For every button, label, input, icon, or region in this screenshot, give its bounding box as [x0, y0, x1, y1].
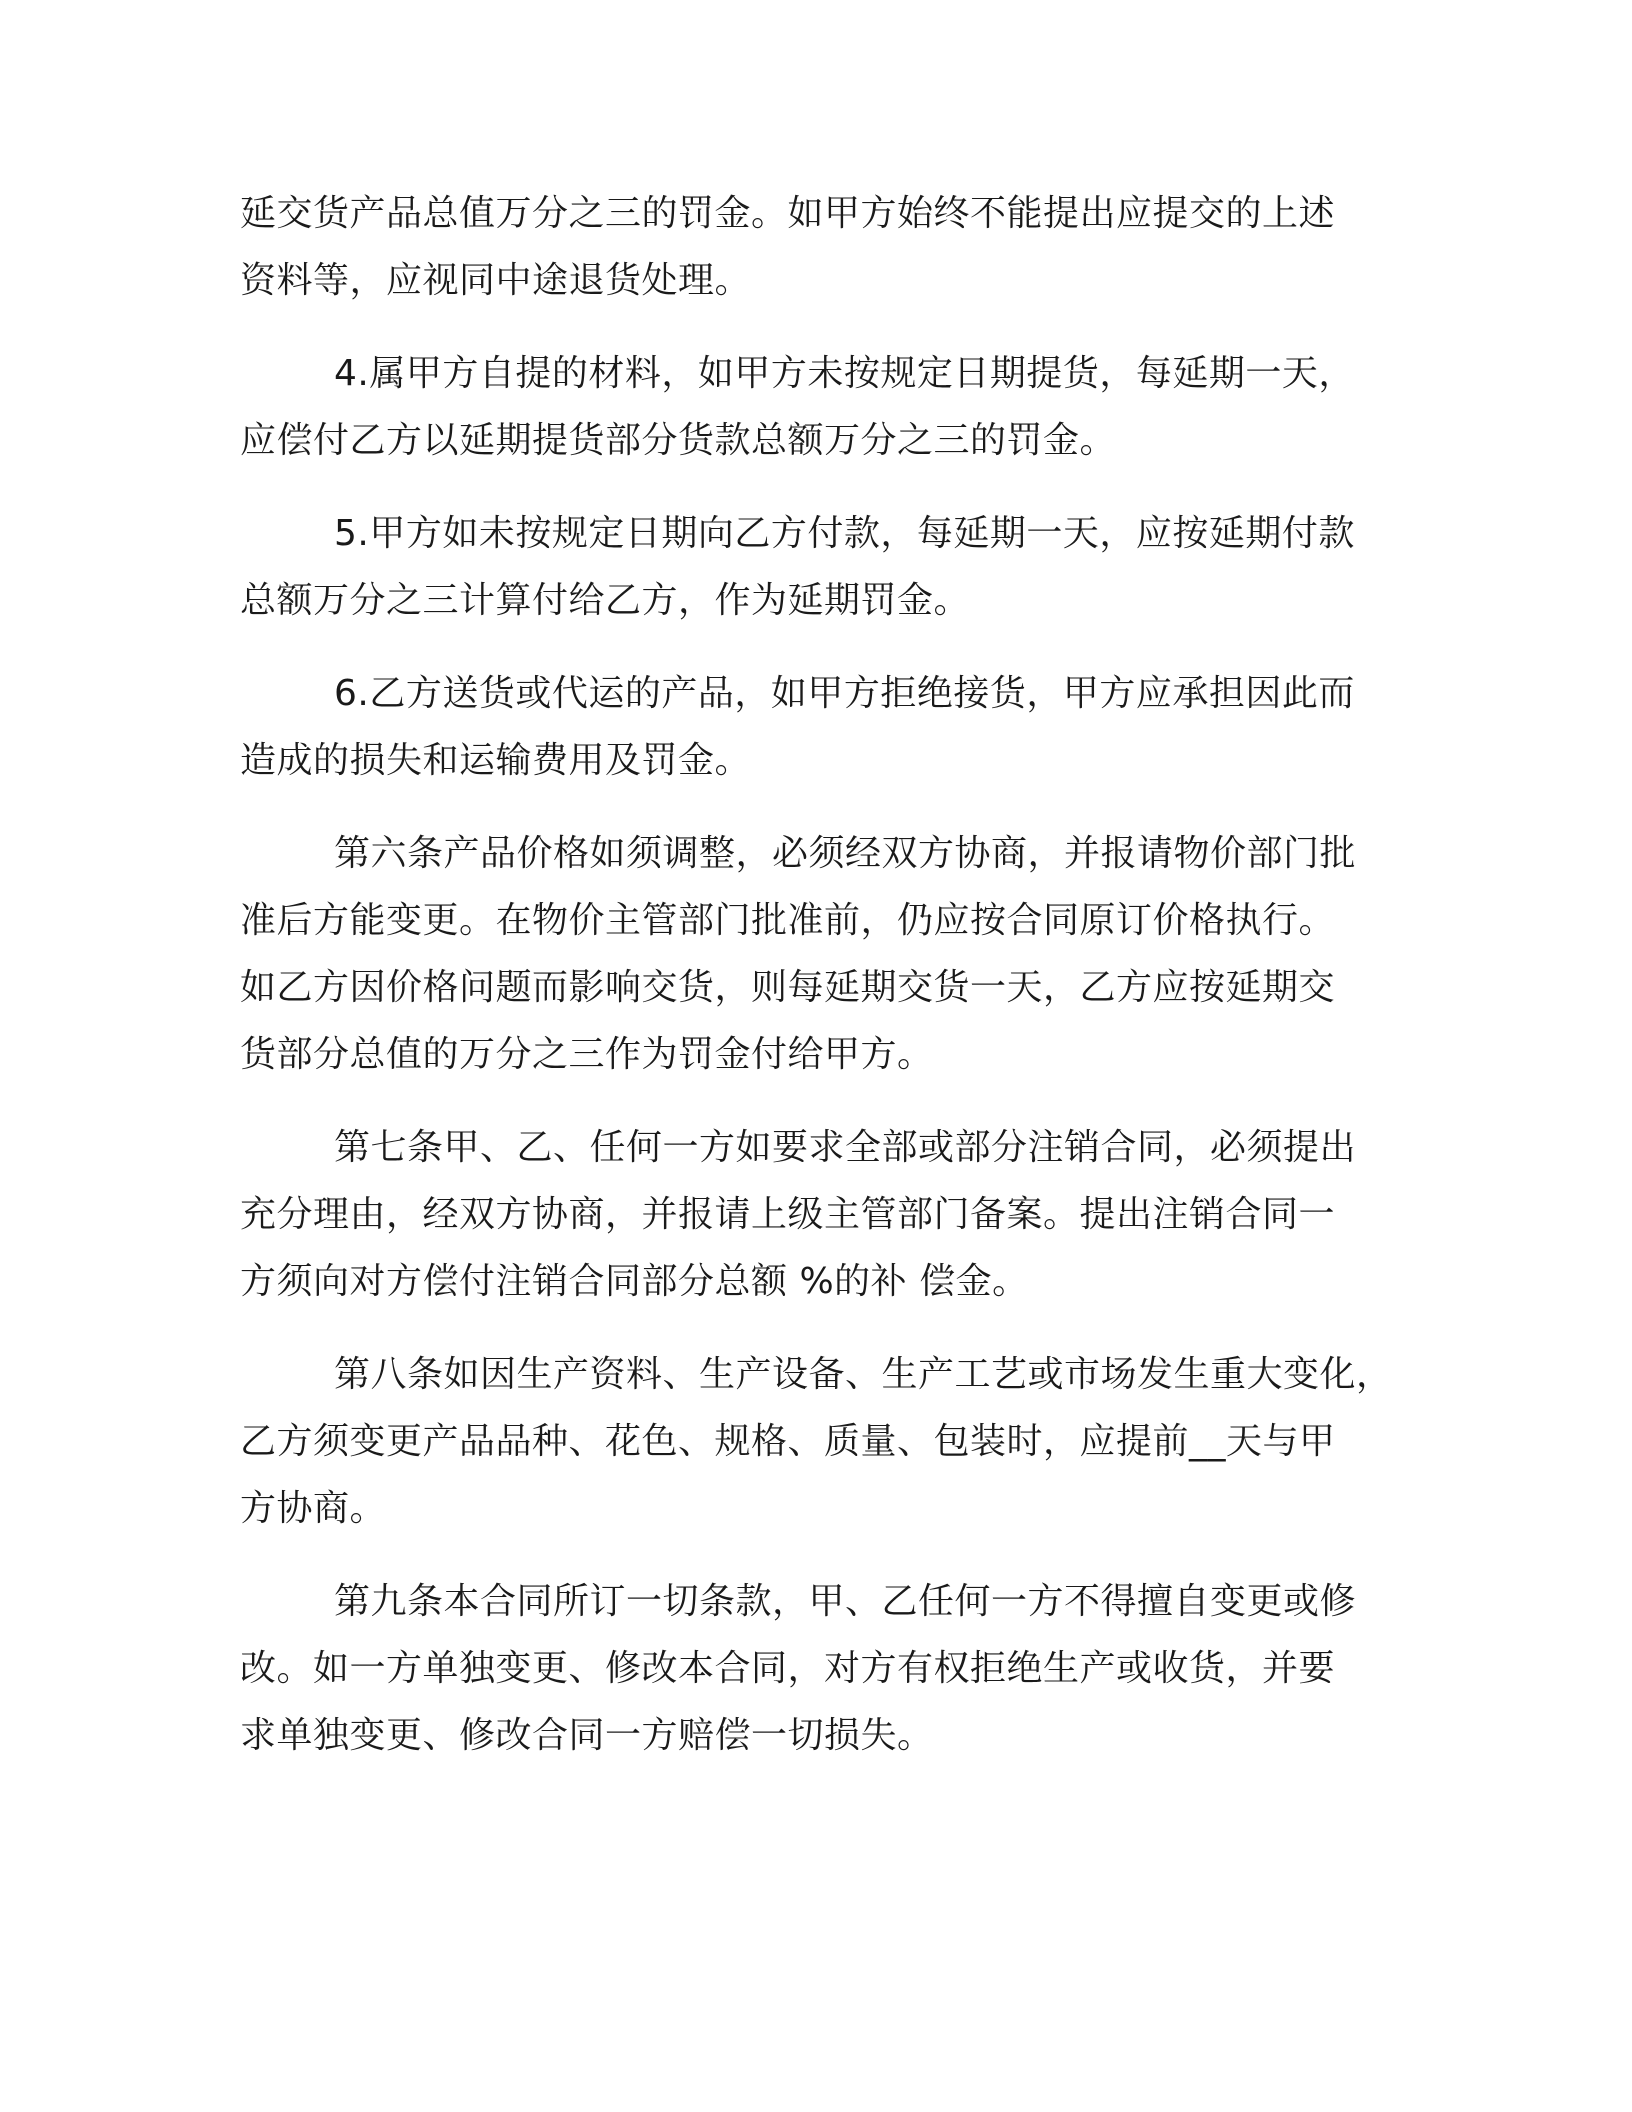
paragraph-gap: [240, 794, 1410, 820]
text-line: 求单独变更、修改合同一方赔偿一切损失。: [240, 1715, 934, 1756]
paragraph-item-5: [240, 500, 1410, 634]
text-line: 如乙方因价格问题而影响交货，则每延期交货一天，乙方应按延期交: [240, 967, 1336, 1008]
paragraph-gap: [240, 634, 1410, 660]
paragraph-article-8: [240, 1341, 1410, 1542]
text-line: 改。如一方单独变更、修改本合同，对方有权拒绝生产或收货，并要: [240, 1648, 1336, 1689]
text-line: 方须向对方偿付注销合同部分总额 %的补 偿金。: [240, 1261, 1029, 1302]
paragraph-item-6: [240, 660, 1410, 794]
text-line: 总额万分之三计算付给乙方，作为延期罚金。: [240, 580, 971, 621]
text-line: 第九条本合同所订一切条款，甲、乙任何一方不得擅自变更或修: [334, 1581, 1357, 1622]
paragraph-gap: [240, 1088, 1410, 1114]
paragraph-item-4: [240, 340, 1410, 474]
paragraph-gap: [240, 1315, 1410, 1341]
text-line: 充分理由，经双方协商，并报请上级主管部门备案。提出注销合同一: [240, 1194, 1336, 1235]
paragraph-gap: [240, 314, 1410, 340]
text-line: 应偿付乙方以延期提货部分货款总额万分之三的罚金。: [240, 420, 1117, 461]
text-line: 准后方能变更。在物价主管部门批准前，仍应按合同原订价格执行。: [240, 900, 1336, 941]
paragraph-article-9: [240, 1568, 1410, 1769]
paragraph-gap: [240, 474, 1410, 500]
text-line: 4.属甲方自提的材料，如甲方未按规定日期提货，每延期一天，: [334, 353, 1355, 394]
paragraph-gap: [240, 1542, 1410, 1568]
text-line: 5.甲方如未按规定日期向乙方付款，每延期一天，应按延期付款: [334, 513, 1355, 554]
text-line: 方协商。: [240, 1488, 387, 1529]
text-line: 资料等，应视同中途退货处理。: [240, 260, 752, 301]
text-line: 6.乙方送货或代运的产品，如甲方拒绝接货，甲方应承担因此而: [334, 673, 1355, 714]
document-body: [240, 180, 1410, 1769]
text-line: 货部分总值的万分之三作为罚金付给甲方。: [240, 1034, 934, 1075]
paragraph-article-7: [240, 1114, 1410, 1315]
paragraph-article-6: [240, 820, 1410, 1088]
text-line: 第七条甲、乙、任何一方如要求全部或部分注销合同，必须提出: [334, 1127, 1357, 1168]
text-line: 延交货产品总值万分之三的罚金。如甲方始终不能提出应提交的上述: [240, 193, 1336, 234]
text-line: 第八条如因生产资料、生产设备、生产工艺或市场发生重大变化，: [334, 1354, 1393, 1395]
text-line: 造成的损失和运输费用及罚金。: [240, 740, 752, 781]
text-line: 乙方须变更产品品种、花色、规格、质量、包装时，应提前__天与甲: [240, 1421, 1336, 1462]
text-line: 第六条产品价格如须调整，必须经双方协商，并报请物价部门批: [334, 833, 1357, 874]
paragraph-continuation: [240, 180, 1410, 314]
